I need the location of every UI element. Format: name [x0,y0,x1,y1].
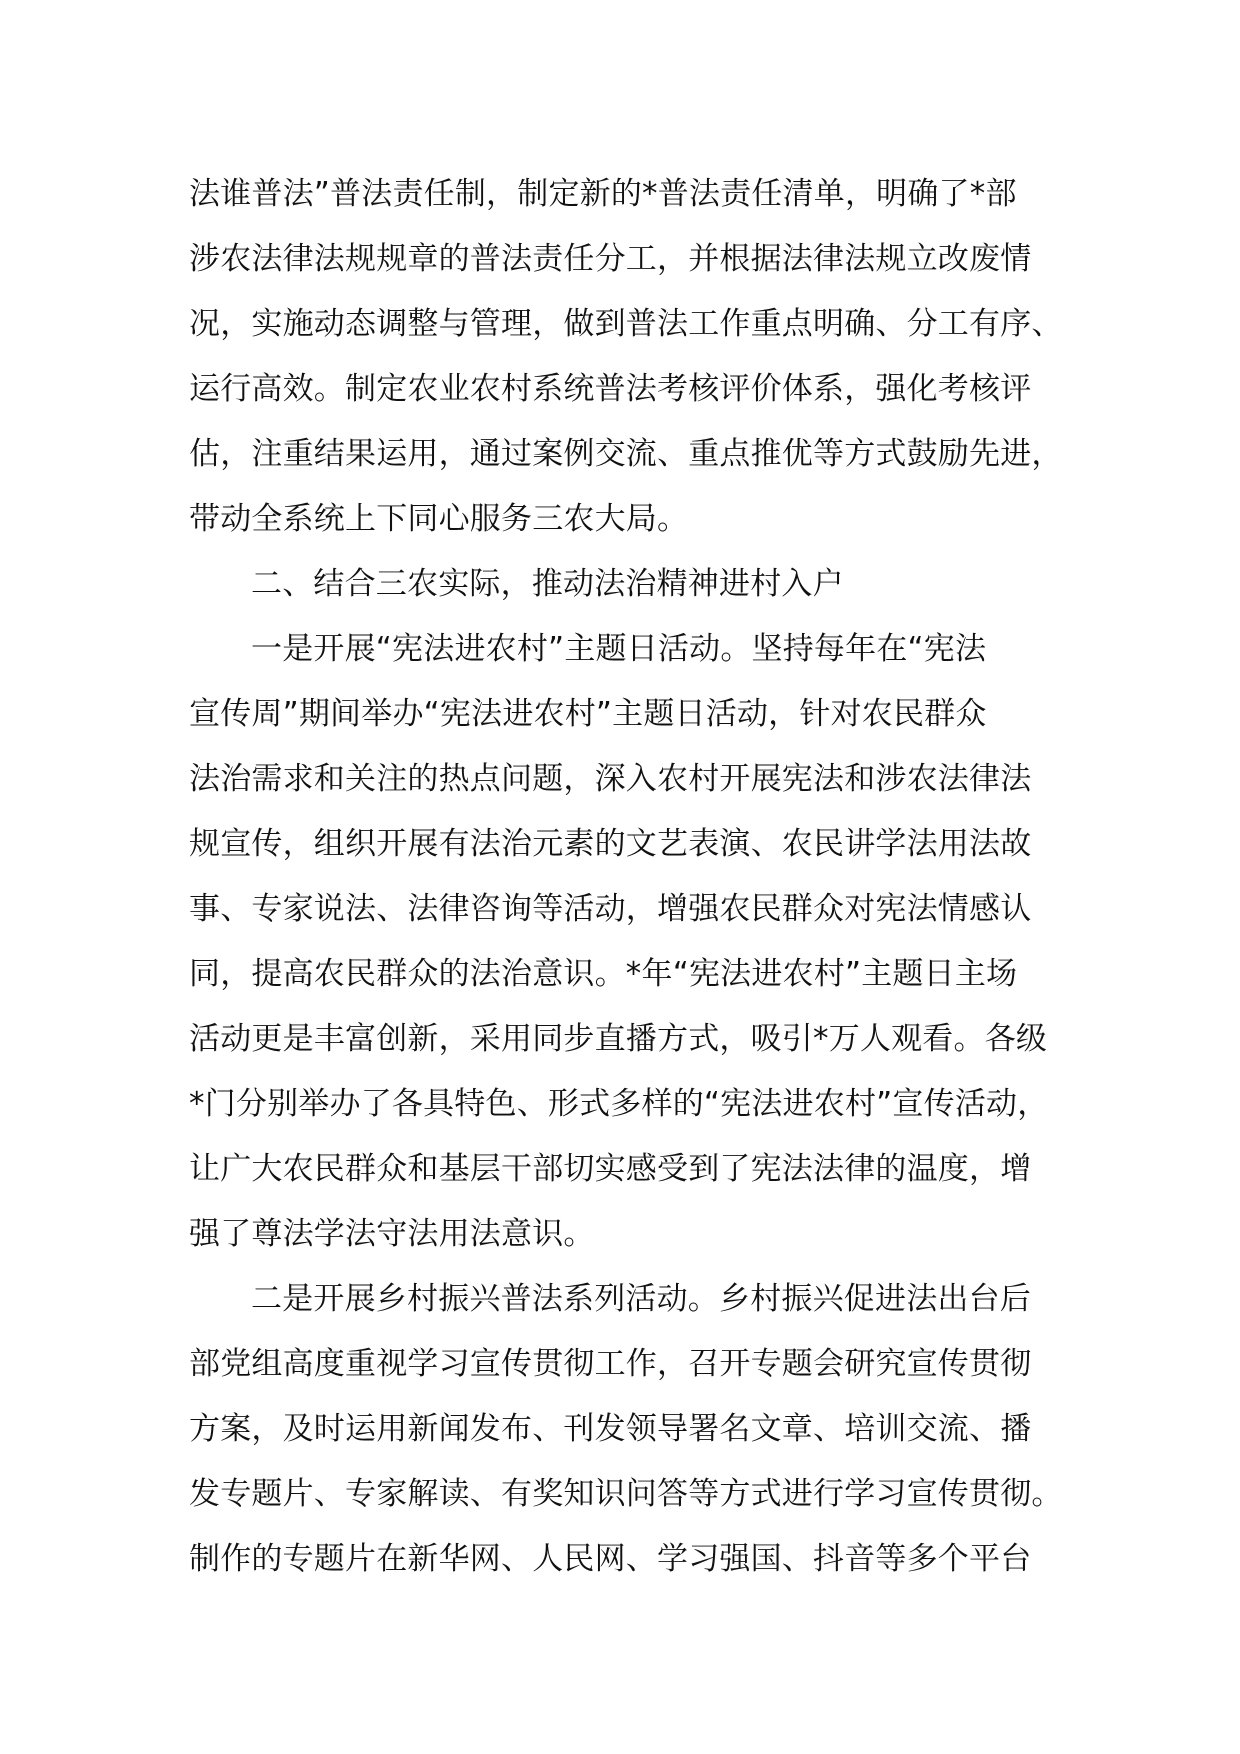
text-line: 制作的专题片在新华网、人民网、学习强国、抖音等多个平台 [189,1541,1032,1577]
text-line: 方案，及时运用新闻发布、刊发领导署名文章、培训交流、播 [189,1411,1032,1447]
text-line: 况，实施动态调整与管理，做到普法工作重点明确、分工有序、 [189,306,1063,342]
paragraph-start: 一是开展“宪法进农村”主题日活动。坚持每年在“宪法 [251,631,987,667]
text-line: 让广大农民群众和基层干部切实感受到了宪法法律的温度，增 [189,1151,1032,1187]
text-line: 强了尊法学法守法用法意识。 [189,1216,595,1252]
text-line: 发专题片、专家解读、有奖知识问答等方式进行学习宣传贯彻。 [189,1476,1063,1512]
text-line: 法治需求和关注的热点问题，深入农村开展宪法和涉农法律法 [189,761,1032,797]
text-line: *门分别举办了各具特色、形式多样的“宪法进农村”宣传活动， [189,1086,1049,1122]
text-line: 涉农法律法规规章的普法责任分工，并根据法律法规立改废情 [189,241,1032,277]
text-line: 规宣传，组织开展有法治元素的文艺表演、农民讲学法用法故 [189,826,1032,862]
text-line: 同，提高农民群众的法治意识。*年“宪法进农村”主题日主场 [189,956,1018,992]
document-body [189,162,1089,1592]
text-line: 带动全系统上下同心服务三农大局。 [189,501,689,537]
text-line: 估，注重结果运用，通过案例交流、重点推优等方式鼓励先进， [189,436,1063,472]
text-line: 部党组高度重视学习宣传贯彻工作，召开专题会研究宣传贯彻 [189,1346,1032,1382]
text-line: 活动更是丰富创新，采用同步直播方式，吸引*万人观看。各级 [189,1021,1048,1057]
text-line: 运行高效。制定农业农村系统普法考核评价体系，强化考核评 [189,371,1032,407]
section-heading: 二、结合三农实际，推动法治精神进村入户 [251,566,844,602]
paragraph-start: 二是开展乡村振兴普法系列活动。乡村振兴促进法出台后 [251,1281,1031,1317]
text-line: 法谁普法”普法责任制，制定新的*普法责任清单，明确了*部 [189,176,1017,212]
text-line: 宣传周”期间举办“宪法进农村”主题日活动，针对农民群众 [189,696,987,732]
text-line: 事、专家说法、法律咨询等活动，增强农民群众对宪法情感认 [189,891,1032,927]
